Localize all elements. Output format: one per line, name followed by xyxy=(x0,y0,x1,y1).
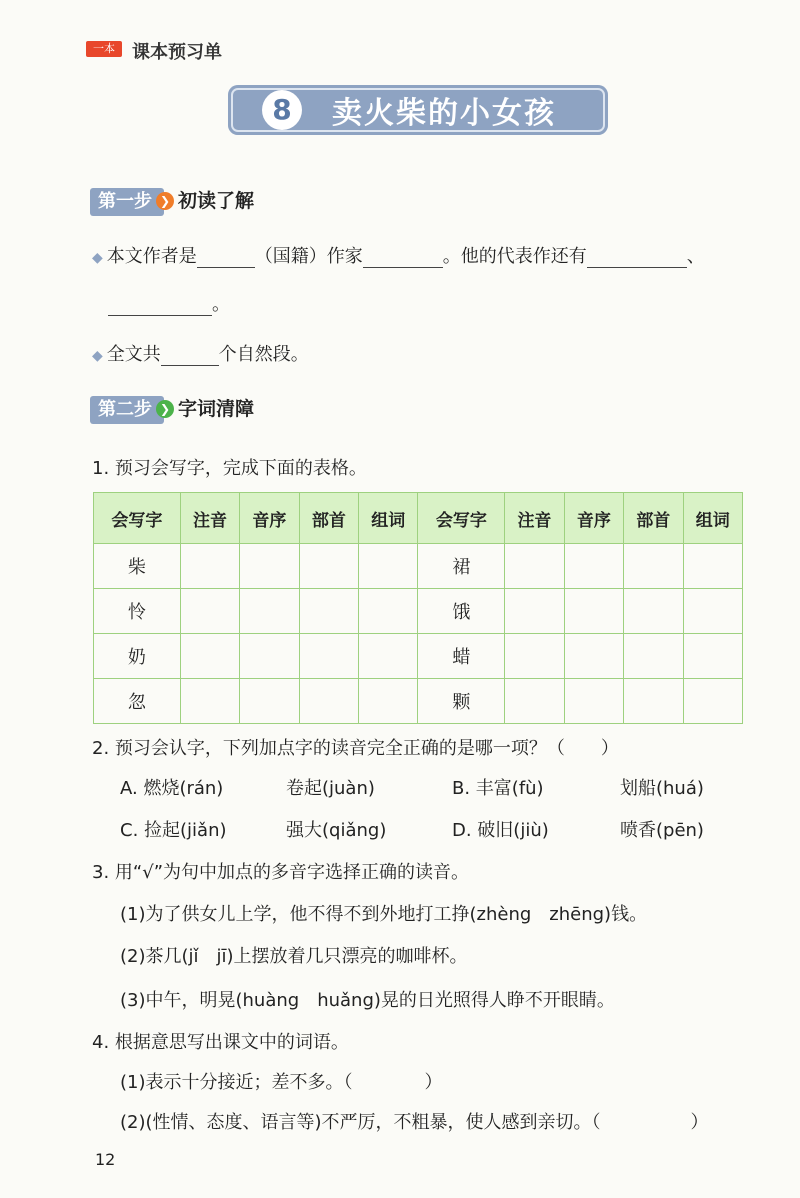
table-header: 部首 xyxy=(624,493,683,544)
char-cell: 奶 xyxy=(94,634,181,679)
table-header: 音序 xyxy=(240,493,299,544)
q2-option-d1: D. 破旧(jiù) xyxy=(452,820,549,841)
brand-logo: 一本 xyxy=(86,41,122,57)
step2-tag: 第二步 xyxy=(90,396,164,424)
lesson-title: 卖火柴的小女孩 xyxy=(332,96,556,131)
answer-cell[interactable] xyxy=(564,589,623,634)
step1-line3 xyxy=(92,340,309,366)
q2-option-c2: 强大(qiǎng) xyxy=(286,820,387,841)
step1-heading xyxy=(90,186,254,218)
step1-line1 xyxy=(92,242,705,268)
table-header: 组词 xyxy=(683,493,742,544)
line3-text-b: 个自然段。 xyxy=(218,344,309,365)
answer-cell[interactable] xyxy=(505,589,564,634)
char-cell: 柴 xyxy=(94,544,181,589)
char-cell: 饿 xyxy=(418,589,505,634)
arrow-right-icon: ❯ xyxy=(156,192,174,210)
table-header: 部首 xyxy=(299,493,358,544)
line3-text-a: 全文共 xyxy=(106,344,161,365)
q2-option-b2: 划船(huá) xyxy=(620,778,704,799)
char-cell: 蜡 xyxy=(418,634,505,679)
char-cell: 颗 xyxy=(418,679,505,724)
q3-sentence-1: (1)为了供女儿上学，他不得不到外地打工挣(zhèng zhēng)钱。 xyxy=(120,904,648,925)
q2-option-a1: A. 燃烧(rán) xyxy=(120,778,224,799)
page-number: 12 xyxy=(95,1150,116,1169)
blank-nationality[interactable] xyxy=(197,249,255,268)
answer-cell[interactable] xyxy=(505,679,564,724)
table-header: 注音 xyxy=(180,493,239,544)
step1-name: 初读了解 xyxy=(178,190,255,212)
line1-text-d: 、 xyxy=(686,246,705,267)
step1-line2 xyxy=(108,290,230,316)
answer-cell[interactable] xyxy=(683,544,742,589)
lesson-number: 8 xyxy=(262,90,302,130)
answer-cell[interactable] xyxy=(359,544,418,589)
answer-cell[interactable] xyxy=(180,679,239,724)
blank-author[interactable] xyxy=(363,249,443,268)
answer-cell[interactable] xyxy=(624,589,683,634)
answer-cell[interactable] xyxy=(564,544,623,589)
writing-table xyxy=(93,492,743,724)
step1-tag: 第一步 xyxy=(90,188,164,216)
q2-option-a2: 卷起(juàn) xyxy=(286,778,375,799)
table-header: 会写字 xyxy=(94,493,181,544)
answer-cell[interactable] xyxy=(505,634,564,679)
line1-text-c: 。他的代表作还有 xyxy=(442,246,587,267)
answer-cell[interactable] xyxy=(564,634,623,679)
answer-cell[interactable] xyxy=(359,589,418,634)
answer-cell[interactable] xyxy=(299,679,358,724)
line2-end: 。 xyxy=(212,294,230,315)
table-header-row xyxy=(94,493,743,544)
answer-cell[interactable] xyxy=(359,634,418,679)
answer-cell[interactable] xyxy=(683,679,742,724)
char-cell: 怜 xyxy=(94,589,181,634)
table-header: 音序 xyxy=(564,493,623,544)
answer-cell[interactable] xyxy=(624,544,683,589)
answer-cell[interactable] xyxy=(624,634,683,679)
answer-cell[interactable] xyxy=(683,589,742,634)
diamond-bullet-icon: ◆ xyxy=(92,250,103,266)
blank-paragraphs[interactable] xyxy=(161,347,219,366)
answer-cell[interactable] xyxy=(359,679,418,724)
q3-sentence-3: (3)中午，明晃(huàng huǎng)晃的日光照得人睁不开眼睛。 xyxy=(120,990,615,1011)
answer-cell[interactable] xyxy=(505,544,564,589)
line1-text-a: 本文作者是 xyxy=(106,246,197,267)
q3-sentence-2: (2)茶几(jǐ jī)上摆放着几只漂亮的咖啡杯。 xyxy=(120,946,468,967)
table-row xyxy=(94,679,743,724)
line1-text-b: （国籍）作家 xyxy=(254,246,363,267)
table-row xyxy=(94,634,743,679)
char-cell: 忽 xyxy=(94,679,181,724)
answer-cell[interactable] xyxy=(624,679,683,724)
answer-cell[interactable] xyxy=(240,544,299,589)
answer-cell[interactable] xyxy=(299,589,358,634)
step2-heading xyxy=(90,394,254,426)
blank-work-1[interactable] xyxy=(587,249,687,268)
answer-cell[interactable] xyxy=(180,589,239,634)
blank-work-2[interactable] xyxy=(108,297,212,316)
answer-cell[interactable] xyxy=(240,589,299,634)
q2-option-b1: B. 丰富(fù) xyxy=(452,778,544,799)
arrow-right-icon: ❯ xyxy=(156,400,174,418)
q2-option-d2: 喷香(pēn) xyxy=(620,820,704,841)
answer-cell[interactable] xyxy=(180,544,239,589)
answer-cell[interactable] xyxy=(299,544,358,589)
header-title: 课本预习单 xyxy=(132,42,222,63)
char-cell: 裙 xyxy=(418,544,505,589)
answer-cell[interactable] xyxy=(180,634,239,679)
table-header: 注音 xyxy=(505,493,564,544)
table-header: 会写字 xyxy=(418,493,505,544)
answer-cell[interactable] xyxy=(240,679,299,724)
table-header: 组词 xyxy=(359,493,418,544)
answer-cell[interactable] xyxy=(240,634,299,679)
q4-text: 4. 根据意思写出课文中的词语。 xyxy=(92,1032,349,1053)
table-row xyxy=(94,544,743,589)
q4-item-2: (2)(性情、态度、语言等)不严厉，不粗暴，使人感到亲切。（ ） xyxy=(120,1112,709,1133)
q3-text: 3. 用“√”为句中加点的多音字选择正确的读音。 xyxy=(92,862,470,883)
diamond-bullet-icon: ◆ xyxy=(92,348,103,364)
q2-option-c1: C. 捡起(jiǎn) xyxy=(120,820,227,841)
q2-text: 2. 预习会认字，下列加点字的读音完全正确的是哪一项？（ ） xyxy=(92,738,619,759)
answer-cell[interactable] xyxy=(299,634,358,679)
table-row xyxy=(94,589,743,634)
answer-cell[interactable] xyxy=(564,679,623,724)
answer-cell[interactable] xyxy=(683,634,742,679)
q4-item-1: (1)表示十分接近；差不多。（ ） xyxy=(120,1072,443,1093)
step2-name: 字词清障 xyxy=(178,398,255,420)
q1-text: 1. 预习会写字，完成下面的表格。 xyxy=(92,458,367,479)
